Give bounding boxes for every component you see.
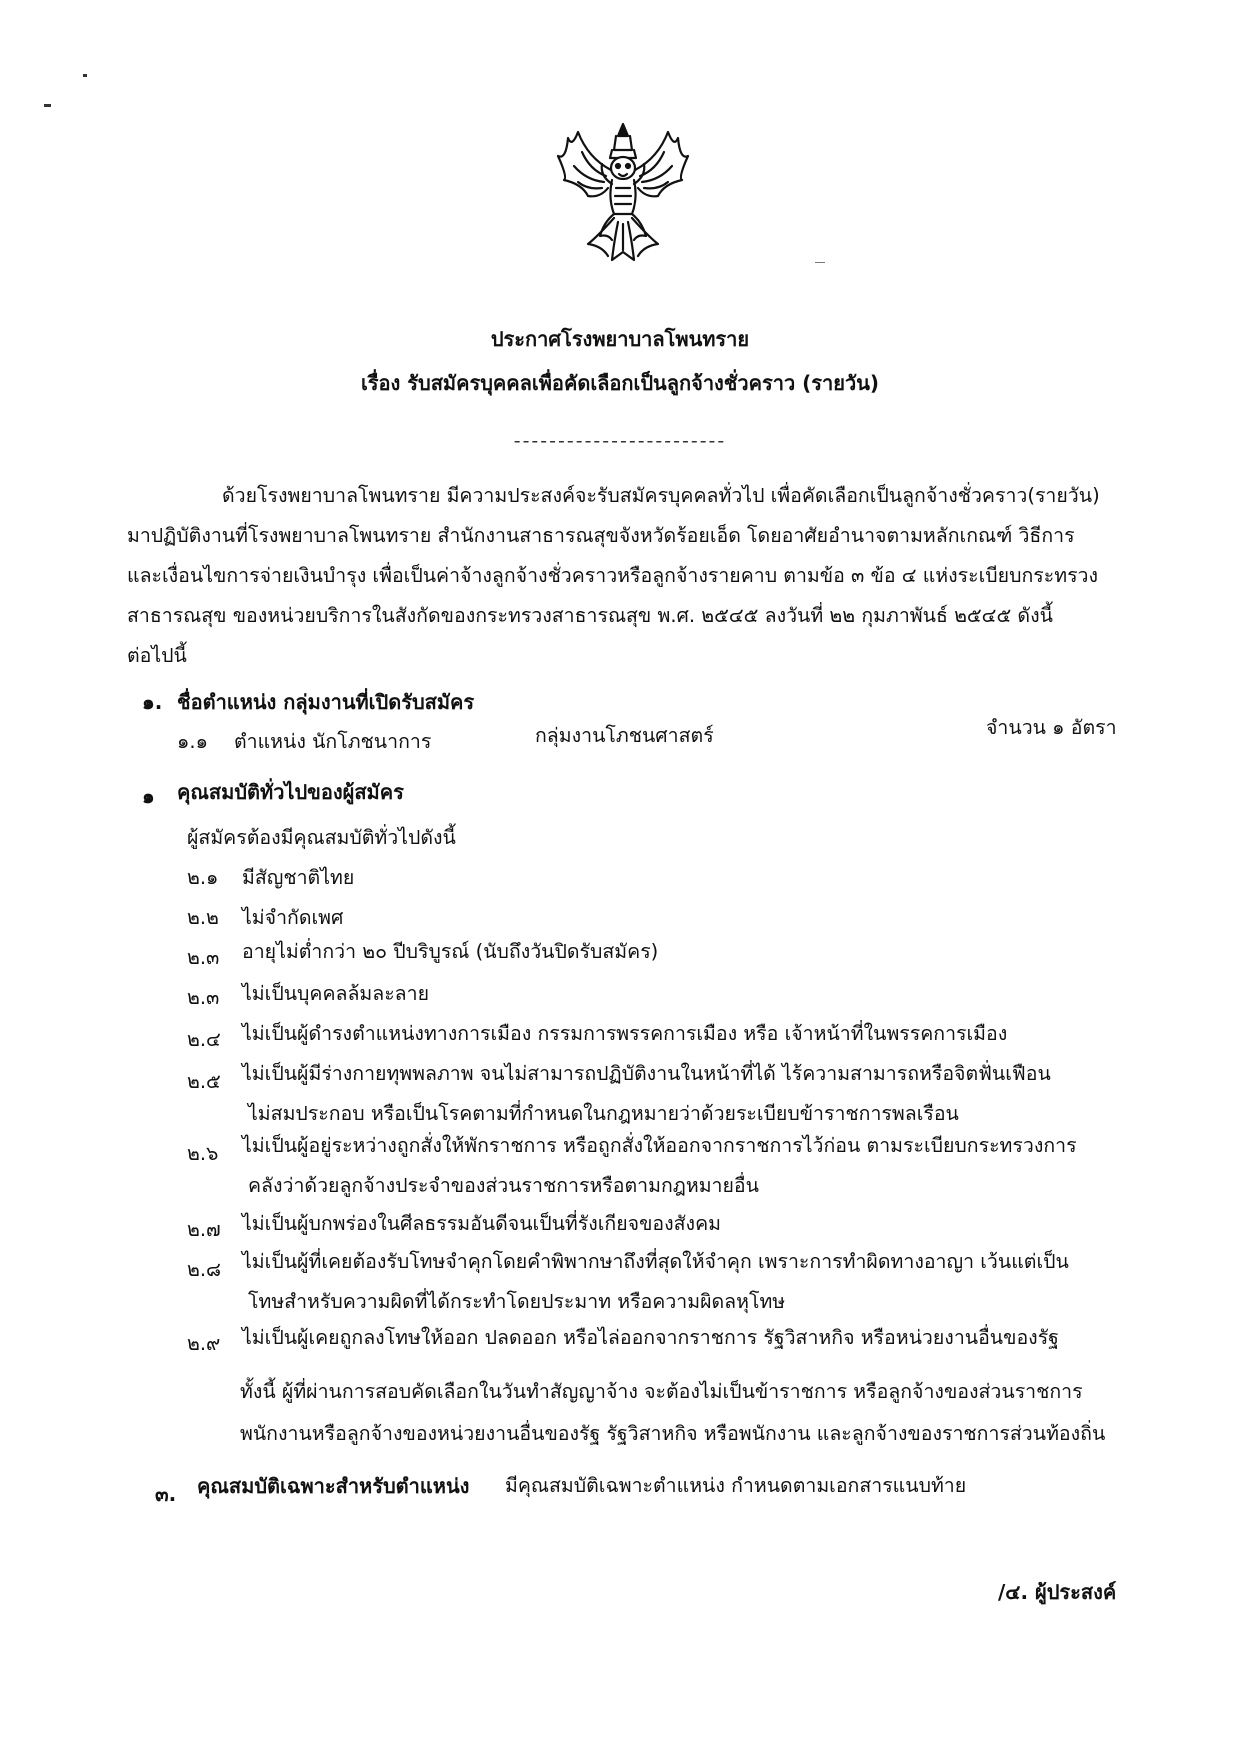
scan-speck	[815, 262, 825, 263]
section-1-heading: ชื่อตำแหน่ง กลุ่มงานที่เปิดรับสมัคร	[177, 690, 475, 714]
item-2-8-continuation: โทษสำหรับความผิดที่ได้กระทำโดยประมาท หรือความผิดลหุโทษ	[248, 1290, 786, 1313]
item-2-5-text: ไม่เป็นผู้มีร่างกายทุพพลภาพ จนไม่สามารถปฏิบัติงานในหน้าที่ได้ ไร้ความสามารถหรือจิตฟั่นเฟือน	[242, 1062, 1051, 1085]
section-3-number: ๓.	[155, 1482, 177, 1506]
section-2-note-line-2: พนักงานหรือลูกจ้างของหน่วยงานอื่นของรัฐ รัฐวิสาหกิจ หรือพนักงาน และลูกจ้างของราชการส่วนท้องถิ่น	[240, 1422, 1106, 1445]
header-divider: ------------------------	[513, 430, 727, 452]
intro-line-4: สาธารณสุข ของหน่วยบริการในสังกัดของกระทรวงสาธารณสุข พ.ศ. ๒๕๔๕ ลงวันที่ ๒๒ กุมภาพันธ์ ๒๕๔๕ ดังนี้	[127, 604, 1053, 627]
section-2-lead: ผู้สมัครต้องมีคุณสมบัติทั่วไปดังนี้	[187, 826, 456, 849]
item-2-9-text: ไม่เป็นผู้เคยถูกลงโทษให้ออก ปลดออก หรือไล่ออกจากราชการ รัฐวิสาหกิจ หรือหน่วยงานอื่นของรัฐ	[242, 1326, 1059, 1349]
section-2-heading: คุณสมบัติทั่วไปของผู้สมัคร	[177, 780, 404, 804]
item-2-5-number: ๒.๕	[187, 1070, 221, 1093]
item-2-9-number: ๒.๙	[187, 1332, 221, 1355]
item-1-1-count: จำนวน ๑ อัตรา	[986, 716, 1117, 739]
item-2-8-text: ไม่เป็นผู้ที่เคยต้องรับโทษจำคุกโดยคำพิพากษาถึงที่สุดให้จำคุก เพราะการทำผิดทางอาญา เว้นแต่เป็น	[242, 1250, 1069, 1273]
item-2-3b-number: ๒.๓	[187, 986, 220, 1009]
item-2-2-number: ๒.๒	[187, 906, 219, 929]
item-2-4-text: ไม่เป็นผู้ดำรงตำแหน่งทางการเมือง กรรมการพรรคการเมือง หรือ เจ้าหน้าที่ในพรรคการเมือง	[242, 1022, 1008, 1045]
item-2-3-text: อายุไม่ต่ำกว่า ๒๐ ปีบริบูรณ์ (นับถึงวันปิดรับสมัคร)	[242, 940, 659, 963]
intro-line-5: ต่อไปนี้	[127, 644, 187, 667]
item-1-1-number: ๑.๑	[177, 730, 208, 753]
item-1-1-group: กลุ่มงานโภชนศาสตร์	[535, 724, 714, 747]
item-2-8-number: ๒.๘	[187, 1258, 222, 1281]
announcement-subject: เรื่อง รับสมัครบุคคลเพื่อคัดเลือกเป็นลูกจ้างชั่วคราว (รายวัน)	[360, 371, 880, 395]
section-2-note-line-1: ทั้งนี้ ผู้ที่ผ่านการสอบคัดเลือกในวันทำสัญญาจ้าง จะต้องไม่เป็นข้าราชการ หรือลูกจ้างของส่วนราชการ	[240, 1380, 1083, 1403]
item-2-6-continuation: คลังว่าด้วยลูกจ้างประจำของส่วนราชการหรือตามกฎหมายอื่น	[248, 1174, 759, 1197]
section-3-text: มีคุณสมบัติเฉพาะตำแหน่ง กำหนดตามเอกสารแนบท้าย	[505, 1474, 967, 1497]
intro-line-1: ด้วยโรงพยาบาลโพนทราย มีความประสงค์จะรับสมัครบุคคลทั่วไป เพื่อคัดเลือกเป็นลูกจ้างชั่วคราว(รายวัน)	[222, 484, 1100, 507]
announcement-title: ประกาศโรงพยาบาลโพนทราย	[490, 327, 750, 351]
item-2-1-number: ๒.๑	[187, 866, 219, 889]
page-continuation: /๔. ผู้ประสงค์	[998, 1580, 1117, 1604]
item-2-3-number: ๒.๓	[187, 946, 220, 969]
item-2-5-continuation: ไม่สมประกอบ หรือเป็นโรคตามที่กำหนดในกฎหมายว่าด้วยระเบียบข้าราชการพลเรือน	[248, 1102, 959, 1125]
item-2-4-number: ๒.๔	[187, 1028, 221, 1051]
item-2-6-number: ๒.๖	[187, 1142, 219, 1165]
scan-speck	[44, 104, 51, 107]
item-2-2-text: ไม่จำกัดเพศ	[242, 906, 344, 929]
scan-speck	[83, 74, 87, 77]
item-2-3b-text: ไม่เป็นบุคคลล้มละลาย	[242, 982, 430, 1005]
item-1-1-position: ตำแหน่ง นักโภชนาการ	[234, 730, 432, 753]
intro-line-3: และเงื่อนไขการจ่ายเงินบำรุง เพื่อเป็นค่าจ้างลูกจ้างชั่วคราวหรือลูกจ้างรายคาบ ตามข้อ ๓ ข้อ ๔ แห่งระเบียบกระทรวง	[127, 564, 1099, 587]
item-2-7-number: ๒.๗	[187, 1218, 221, 1241]
item-2-7-text: ไม่เป็นผู้บกพร่องในศีลธรรมอันดีจนเป็นที่รังเกียจของสังคม	[242, 1212, 721, 1235]
section-2-number: ๑	[142, 784, 155, 808]
section-3-heading: คุณสมบัติเฉพาะสำหรับตำแหน่ง	[197, 1474, 470, 1498]
section-1-number: ๑.	[142, 690, 163, 714]
intro-line-2: มาปฏิบัติงานที่โรงพยาบาลโพนทราย สำนักงานสาธารณสุขจังหวัดร้อยเอ็ด โดยอาศัยอำนาจตามหลักเกณฑ์ วิธีการ	[127, 524, 1075, 547]
item-2-1-text: มีสัญชาติไทย	[242, 866, 355, 889]
garuda-emblem-icon	[548, 118, 698, 268]
item-2-6-text: ไม่เป็นผู้อยู่ระหว่างถูกสั่งให้พักราชการ หรือถูกสั่งให้ออกจากราชการไว้ก่อน ตามระเบียบกระทรวงการ	[242, 1134, 1077, 1157]
